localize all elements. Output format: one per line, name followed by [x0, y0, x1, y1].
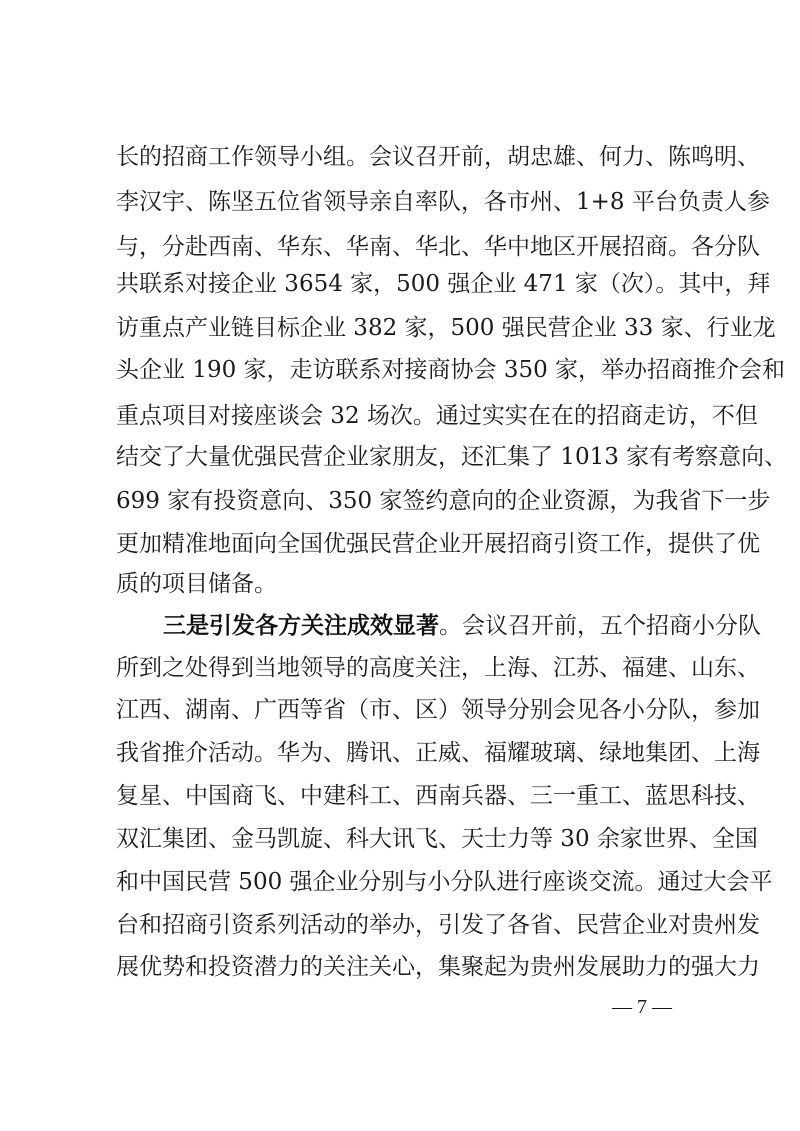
paragraph-line: 江西、湖南、广西等省（市、区）领导分别会见各小分队，参加: [116, 697, 760, 723]
paragraph-line: 和中国民营 500 强企业分别与小分队进行座谈交流。通过大会平: [116, 869, 773, 895]
paragraph-line: 双汇集团、金马凯旋、科大讯飞、天士力等 30 余家世界、全国: [116, 826, 758, 852]
paragraph-line-rest: 。会议召开前，五个招商小分队: [439, 613, 761, 639]
paragraph-line: 结交了大量优强民营企业家朋友，还汇集了 1013 家有考察意向、: [116, 444, 788, 470]
paragraph-line: 重点项目对接座谈会 32 场次。通过实实在在的招商走访，不但: [116, 403, 758, 429]
section-heading: 三是引发各方关注成效显著: [163, 613, 439, 639]
paragraph-first-line: [163, 606, 761, 646]
paragraph-line: 复星、中国商飞、中建科工、西南兵器、三一重工、蓝思科技、: [116, 783, 760, 809]
paragraph-line: 699 家有投资意向、350 家签约意向的企业资源，为我省下一步: [116, 488, 771, 514]
paragraph-line: 共联系对接企业 3654 家，500 强企业 471 家（次）。其中，拜: [116, 271, 771, 297]
paragraph-line: 李汉宇、陈坚五位省领导亲自率队，各市州、1+8 平台负责人参: [116, 189, 770, 215]
paragraph-line: 更加精准地面向全国优强民营企业开展招商引资工作，提供了优: [116, 531, 760, 557]
paragraph-line: 与，分赴西南、华东、华南、华北、华中地区开展招商。各分队: [116, 234, 760, 260]
paragraph-line: 长的招商工作领导小组。会议召开前，胡忠雄、何力、陈鸣明、: [116, 144, 760, 170]
paragraph-line: 台和招商引资系列活动的举办，引发了各省、民营企业对贵州发: [116, 912, 760, 938]
paragraph-line: 展优势和投资潜力的关注关心，集聚起为贵州发展助力的强大力: [116, 954, 760, 980]
page-number: — 7 —: [612, 996, 672, 1018]
paragraph-line: 我省推介活动。华为、腾讯、正威、福耀玻璃、绿地集团、上海: [116, 740, 760, 766]
paragraph-line: 质的项目储备。: [116, 571, 277, 597]
paragraph-line: 所到之处得到当地领导的高度关注，上海、江苏、福建、山东、: [116, 655, 760, 681]
paragraph-line: 头企业 190 家，走访联系对接商协会 350 家，举办招商推介会和: [116, 357, 786, 383]
paragraph-line: 访重点产业链目标企业 382 家，500 强民营企业 33 家、行业龙: [116, 315, 776, 341]
